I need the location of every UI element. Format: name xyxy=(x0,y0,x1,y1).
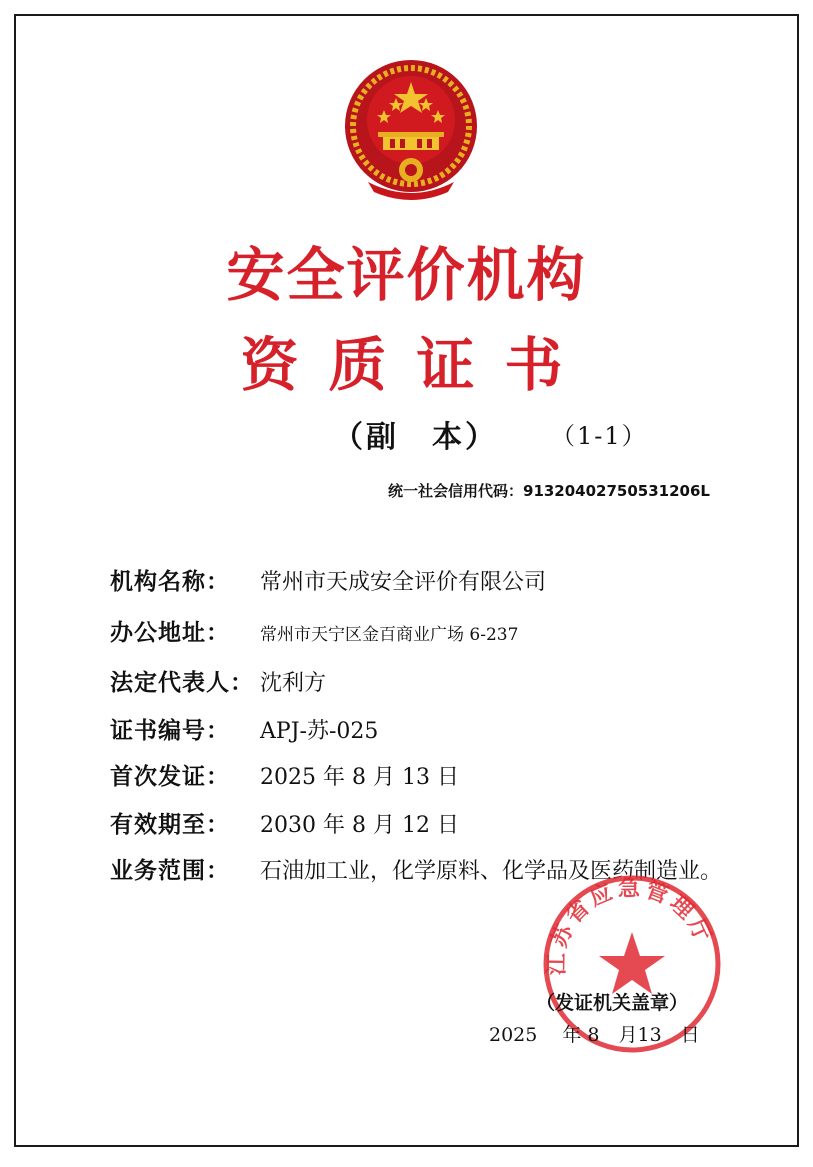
field-row-address xyxy=(110,614,518,650)
field-label: 办公地址： xyxy=(110,620,230,646)
field-label: 证书编号： xyxy=(110,718,230,744)
field-value: APJ-苏-025 xyxy=(260,719,379,744)
certificate-title-line1: 安全评价机构 xyxy=(226,241,587,309)
certificate-title-line2: 资质证书 xyxy=(240,331,593,399)
field-row-first-issue xyxy=(110,758,459,794)
issuer-seal-caption: （发证机关盖章） xyxy=(536,992,689,1014)
field-row-org-name xyxy=(110,563,546,599)
field-value: 常州市天成安全评价有限公司 xyxy=(260,570,547,595)
field-row-legal-rep xyxy=(110,664,326,700)
copy-number: （1-1） xyxy=(551,422,648,450)
field-value: 沈利方 xyxy=(260,671,327,696)
credit-code: 统一社会信用代码：91320402750531206L xyxy=(388,482,710,500)
seal-text: 江苏省应急管理厅 xyxy=(544,876,717,976)
copy-label: （副 本） xyxy=(333,420,498,455)
field-label: 法定代表人： xyxy=(110,670,254,696)
issue-date: 2025 年 8 月13 日 xyxy=(489,1024,700,1046)
field-label: 有效期至： xyxy=(110,812,230,838)
field-label: 业务范围： xyxy=(110,858,230,884)
field-value: 石油加工业，化学原料、化学品及医药制造业。 xyxy=(260,859,723,884)
field-value: 2025 年 8 月 13 日 xyxy=(260,765,459,790)
field-row-valid-until xyxy=(110,806,459,842)
field-label: 机构名称： xyxy=(110,569,230,595)
national-emblem-icon xyxy=(338,58,484,204)
field-value: 常州市天宁区金百商业广场 6-237 xyxy=(260,625,519,645)
field-row-cert-number xyxy=(110,712,378,748)
field-label: 首次发证： xyxy=(110,764,230,790)
field-value: 2030 年 8 月 12 日 xyxy=(260,813,459,838)
